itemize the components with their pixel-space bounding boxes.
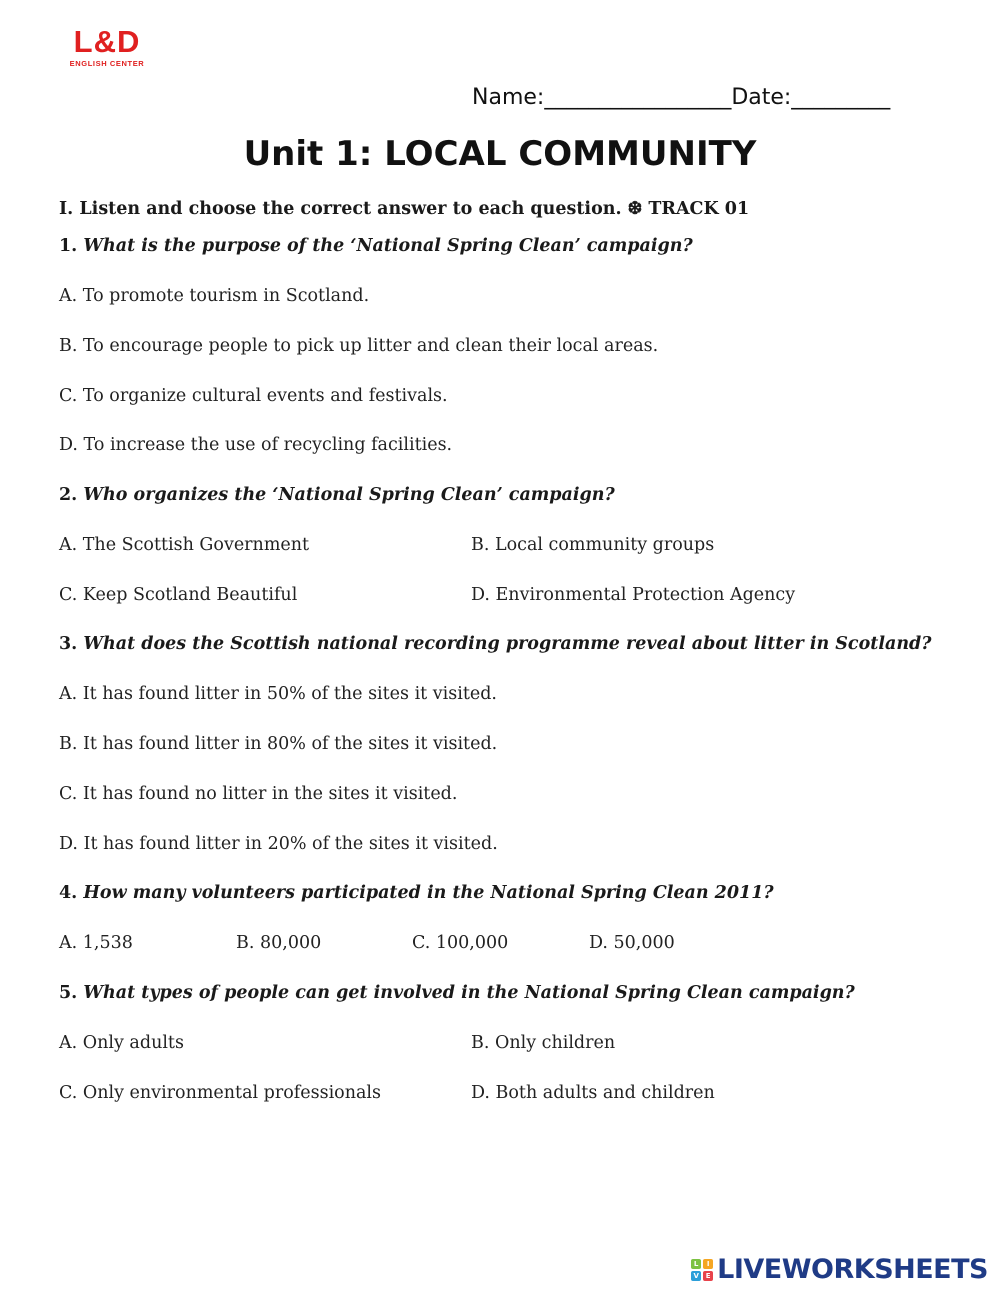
icon-letter: I bbox=[703, 1259, 713, 1269]
q4-option-a[interactable]: A. 1,538 bbox=[59, 933, 133, 953]
question-5 bbox=[59, 982, 855, 1004]
q5-option-row-2 bbox=[59, 1082, 715, 1104]
q3-option-b[interactable]: B. It has found litter in 80% of the sites it visited. bbox=[59, 734, 498, 754]
question-text: How many volunteers participated in the National Spring Clean 2011? bbox=[83, 883, 774, 903]
question-4 bbox=[59, 882, 774, 904]
question-number: 5. bbox=[59, 983, 78, 1003]
question-number: 1. bbox=[59, 236, 78, 256]
liveworksheets-brand bbox=[691, 1254, 988, 1285]
section-heading: I. Listen and choose the correct answer to each question. ❆ TRACK 01 bbox=[59, 199, 750, 219]
question-number: 3. bbox=[59, 634, 78, 654]
q5-option-b[interactable]: B. Only children bbox=[471, 1033, 616, 1053]
q2-option-row-2 bbox=[59, 584, 796, 606]
icon-letter: V bbox=[691, 1271, 701, 1281]
question-text: What does the Scottish national recording programme reveal about litter in Scotland? bbox=[83, 634, 932, 654]
icon-letter: E bbox=[703, 1271, 713, 1281]
q2-option-a[interactable]: A. The Scottish Government bbox=[59, 535, 310, 555]
q2-option-row-1 bbox=[59, 534, 715, 556]
q2-option-c[interactable]: C. Keep Scotland Beautiful bbox=[59, 585, 298, 605]
q4-option-d[interactable]: D. 50,000 bbox=[589, 933, 675, 953]
question-number: 4. bbox=[59, 883, 78, 903]
question-text: What is the purpose of the ‘National Spring Clean’ campaign? bbox=[83, 236, 693, 256]
q2-option-b[interactable]: B. Local community groups bbox=[471, 535, 715, 555]
q5-option-d[interactable]: D. Both adults and children bbox=[471, 1083, 715, 1103]
q2-option-d[interactable]: D. Environmental Protection Agency bbox=[471, 585, 796, 605]
icon-letter: L bbox=[691, 1259, 701, 1269]
liveworksheets-icon bbox=[691, 1259, 713, 1281]
q1-option-d[interactable]: D. To increase the use of recycling facilities. bbox=[59, 435, 453, 455]
question-1 bbox=[59, 235, 693, 257]
page-title: Unit 1: LOCAL COMMUNITY bbox=[243, 134, 757, 174]
q1-option-c[interactable]: C. To organize cultural events and festivals. bbox=[59, 386, 448, 406]
q4-option-b[interactable]: B. 80,000 bbox=[236, 933, 322, 953]
question-3 bbox=[59, 633, 932, 655]
q4-option-c[interactable]: C. 100,000 bbox=[412, 933, 509, 953]
logo-main-text: L&D bbox=[73, 24, 141, 59]
name-date-field: Name:_________________Date:_________ bbox=[472, 85, 891, 110]
q3-option-d[interactable]: D. It has found litter in 20% of the sites it visited. bbox=[59, 834, 498, 854]
logo-sub-text: ENGLISH CENTER bbox=[69, 59, 145, 68]
question-number: 2. bbox=[59, 485, 78, 505]
logo bbox=[62, 26, 152, 68]
q5-option-row-1 bbox=[59, 1032, 616, 1054]
question-text: Who organizes the ‘National Spring Clean’ campaign? bbox=[83, 485, 615, 505]
q3-option-a[interactable]: A. It has found litter in 50% of the sites it visited. bbox=[59, 684, 497, 704]
question-2 bbox=[59, 484, 615, 506]
question-text: What types of people can get involved in the National Spring Clean campaign? bbox=[83, 983, 855, 1003]
q5-option-c[interactable]: C. Only environmental professionals bbox=[59, 1083, 381, 1103]
q1-option-b[interactable]: B. To encourage people to pick up litter and clean their local areas. bbox=[59, 336, 659, 356]
q5-option-a[interactable]: A. Only adults bbox=[59, 1033, 184, 1053]
q3-option-c[interactable]: C. It has found no litter in the sites it visited. bbox=[59, 784, 458, 804]
brand-text: LIVEWORKSHEETS bbox=[717, 1254, 988, 1285]
q1-option-a[interactable]: A. To promote tourism in Scotland. bbox=[59, 286, 370, 306]
